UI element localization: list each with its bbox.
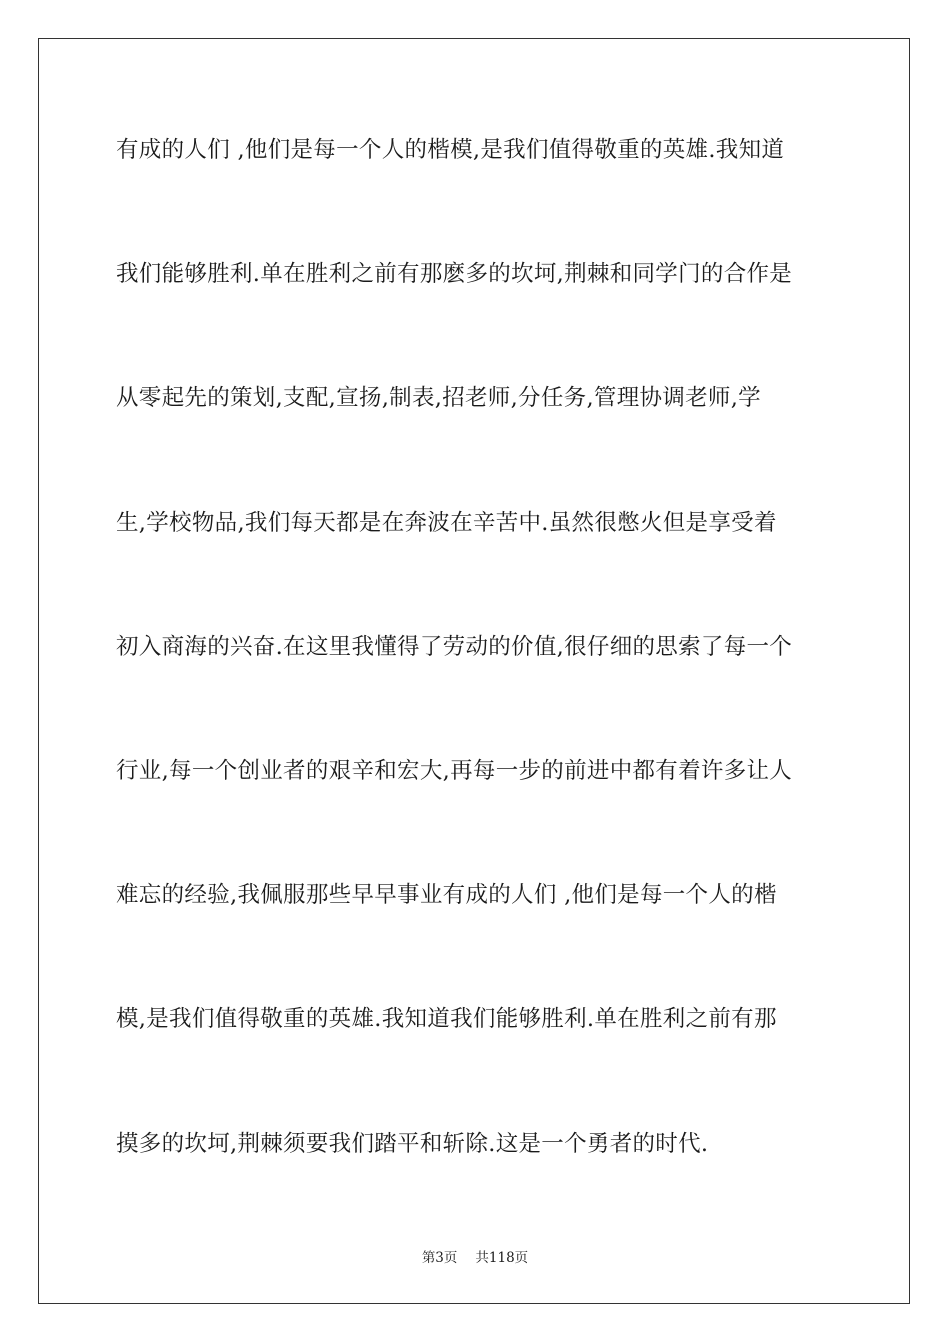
text-line: 有成的人们 ,他们是每一个人的楷模,是我们值得敬重的英雄.我知道 (116, 137, 785, 163)
text-line: 行业,每一个创业者的艰辛和宏大,再每一步的前进中都有着许多让人 (116, 757, 793, 784)
text-line: 难忘的经验,我佩服那些早早事业有成的人们 ,他们是每一个人的楷 (116, 882, 777, 909)
document-body (116, 120, 836, 1238)
text-line: 生,学校物品,我们每天都是在奔波在辛苦中.虽然很憋火但是享受着 (116, 509, 777, 536)
page-number: 第3页 (421, 1250, 458, 1266)
text-line: 从零起先的策划,支配,宣扬,制表,招老师,分任务,管理协调老师,学 (116, 385, 761, 412)
text-line: 我们能够胜利.单在胜利之前有那麽多的坎坷,荆棘和同学门的合作是 (116, 261, 793, 288)
text-line: 模,是我们值得敬重的英雄.我知道我们能够胜利.单在胜利之前有那 (116, 1006, 777, 1033)
text-line: 摸多的坎坷,荆棘须要我们踏平和斩除.这是一个勇者的时代. (116, 1130, 709, 1157)
page-total: 共118页 (475, 1250, 529, 1266)
text-line: 初入商海的兴奋.在这里我懂得了劳动的价值,很仔细的思索了每一个 (116, 633, 793, 660)
page-footer (0, 1246, 950, 1266)
